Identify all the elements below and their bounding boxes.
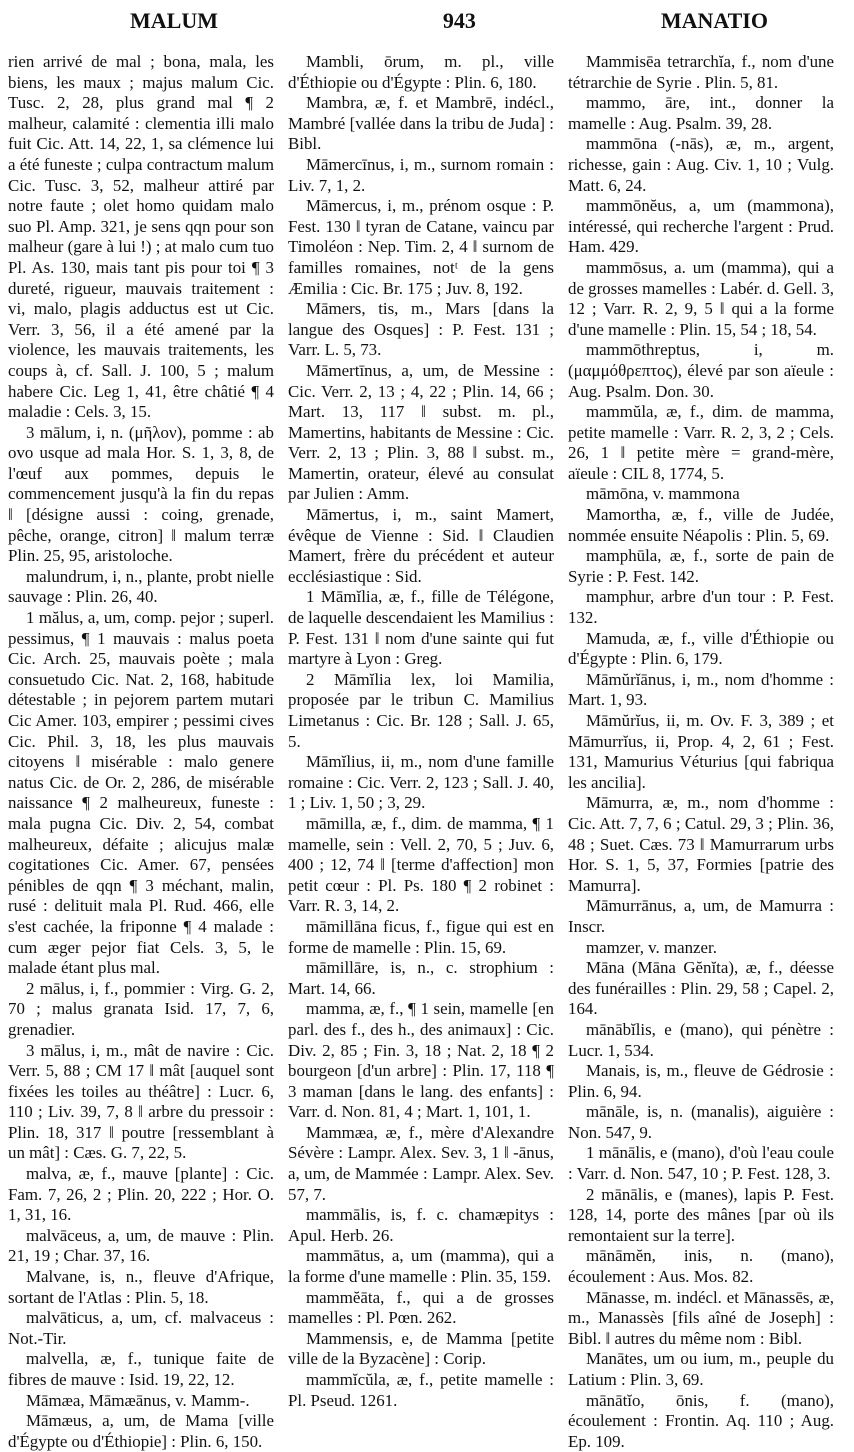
dictionary-entry: Manais, is, m., fleuve de Gédrosie : Plin. 6, 94. [568,1061,834,1101]
dictionary-entry: 2 mālus, i, f., pommier : Virg. G. 2, 70 ; malus granata Isid. 17, 7, 6, grenadier. [8,978,274,1039]
dictionary-entry: malvella, æ, f., tunique faite de fibres de mauve : Isid. 19, 22, 12. [8,1349,274,1389]
dictionary-entry: mamphur, arbre d'un tour : P. Fest. 132. [568,587,834,628]
dictionary-entry: mānāmĕn, inis, n. (mano), écoulement : Aus. Mos. 82. [568,1246,834,1287]
dictionary-entry: Māmers, tis, m., Mars [dans la langue des Osques] : P. Fest. 131 ; Varr. L. 5, 73. [288,299,554,360]
dictionary-entry: rien arrivé de mal ; bona, mala, les biens, les maux ; majus malum Cic. Tusc. 2, 28, plus grand mal ¶ 2 malheur, calamité : clementia illi malo fuit Cic. Att. 14, 22, 1, sa clémence lui a été funeste ; culpa contractum malum Cic. Tusc. 3, 52, malheur attiré par notre faute ; olet homo quidam malo suo Pl. Amp. 321, je sens qqn pour son malheur (gare à lui !) ; at malo cum tuo Pl. As. 130, mais tant pis pour toi ¶ 3 dureté, rigueur, mauvais traitement : vi, malo, plagis adductus est ut Cic. Verr. 3, 56, il a été amené par la violence, les mauvais traitements, les coups à, cf. Sall. J. 100, 5 ; malum habere Cic. Leg 1, 41, être châtié ¶ 4 maladie : Cels. 3, 15. [8,52,274,422]
dictionary-entry: mammōnĕus, a, um (mammona), intéressé, qui recherche l'argent : Prud. Ham. 429. [568,196,834,257]
dictionary-entry: Māmæus, a, um, de Mama [ville d'Égypte ou d'Éthiopie] : Plin. 6, 150. [8,1411,274,1451]
dictionary-entry: Malvane, is, n., fleuve d'Afrique, sortant de l'Atlas : Plin. 5, 18. [8,1267,274,1307]
dictionary-entry: māmilla, æ, f., dim. de mamma, ¶ 1 mamelle, sein : Vell. 2, 70, 5 ; Juv. 6, 400 ; 12, 74 ‖ [terme d'affection] mon petit cœur : Pl. Ps. 180 ¶ 2 robinet : Varr. R. 3, 14, 2. [288,813,554,916]
dictionary-entry: Māmercus, i, m., prénom osque : P. Fest. 130 ‖ tyran de Catane, vaincu par Timoléon : Nep. Tim. 2, 4 ‖ surnom de familles romaines, notᵗ de la gens Æmilia : Cic. Br. 175 ; Juv. 8, 192. [288,196,554,298]
dictionary-entry: mamma, æ, f., ¶ 1 sein, mamelle [en parl. des f., des h., des animaux] : Cic. Div. 2, 85 ; Fin. 3, 18 ; Nat. 2, 18 ¶ 2 bourgeon [d'un arbre] : Plin. 17, 118 ¶ 3 maman [dans le lang. des enfants] : Varr. d. Non. 81, 4 ; Mart. 1, 101, 1. [288,999,554,1122]
dictionary-entry: Māmŭrĭus, ii, m. Ov. F. 3, 389 ; et Māmurrĭus, ii, Prop. 4, 2, 61 ; Fest. 131, Mamurius Véturius [qui fabriqua les ancilia]. [568,711,834,792]
dictionary-entry: mamphūla, æ, f., sorte de pain de Syrie : P. Fest. 142. [568,546,834,586]
dictionary-entry: 3 mālus, i, m., mât de navire : Cic. Verr. 5, 88 ; CM 17 ‖ mât [auquel sont fixées les toiles au théâtre] : Lucr. 6, 110 ; Liv. 39, 7, 8 ‖ arbre du pressoir : Plin. 18, 317 ‖ poutre [ressemblant à un mât] : Cæs. G. 7, 22, 5. [8,1040,274,1163]
dictionary-entry: Māmercīnus, i, m., surnom romain : Liv. 7, 1, 2. [288,154,554,195]
dictionary-entry: Māna (Māna Gĕnĭta), æ, f., déesse des funérailles : Plin. 29, 58 ; Capel. 2, 164. [568,958,834,1019]
dictionary-entry: malva, æ, f., mauve [plante] : Cic. Fam. 7, 26, 2 ; Plin. 20, 222 ; Hor. O. 1, 31, 16. [8,1164,274,1225]
dictionary-entry: 1 Māmĭlia, æ, f., fille de Télégone, de laquelle descendaient les Mamilius : P. Fest. 131 ‖ nom d'une sainte qui fut martyre à Lyon : Greg. [288,587,554,669]
dictionary-entry: malvāticus, a, um, cf. malvaceus : Not.-Tir. [8,1308,274,1348]
dictionary-entry: 1 mălus, a, um, comp. pejor ; superl. pessimus, ¶ 1 mauvais : malus poeta Cic. Arch. 25, mauvais poète ; mala consuetudo Cic. Nat. 2, 168, habitude détestable ; in pejorem partem mutari Cic Amer. 103, empirer ; pessimi cives Cic. Phil. 3, 18, les plus mauvais citoyens ‖ misérable : malo genere natus Cic. de Or. 2, 286, de misérable naissance ¶ 2 malheureux, funeste : mala pugna Cic. Div. 2, 54, combat malheureux, défaite ; alicujus malæ cogitationes Cic. Amer. 67, pensées pénibles de qqn ¶ 3 méchant, malin, rusé : delituit mala Pl. Rud. 466, elle s'est cachée, la friponne ¶ 4 malade : cum æger pejor fiat Cels. 3, 5, le malade étant plus mal. [8,608,274,978]
dictionary-entry: Māmæa, Māmæānus, v. Mamm-. [26,1390,250,1410]
header-left-guide-word: MALUM [130,8,218,33]
dictionary-entry: 3 mālum, i, n. (μῆλον), pomme : ab ovo usque ad mala Hor. S. 1, 3, 8, de l'œuf aux pommes, depuis le commencement jusqu'à la fin du repas ‖ [désigne aussi : coing, grenade, pêche, orange, citron] ‖ malum terræ Plin. 25, 95, aristoloche. [8,422,274,566]
dictionary-entry: Māmurrānus, a, um, de Mamurra : Inscr. [568,896,834,936]
column-middle [288,52,554,1452]
dictionary-entry: mammo, āre, int., donner la mamelle : Aug. Psalm. 39, 28. [568,93,834,133]
dictionary-entry: malvāceus, a, um, de mauve : Plin. 21, 19 ; Char. 37, 16. [8,1225,274,1266]
dictionary-entry: Māmurra, æ, m., nom d'homme : Cic. Att. 7, 7, 6 ; Catul. 29, 3 ; Plin. 36, 48 ; Suet. Cæs. 73 ‖ Mamurrarum urbs Hor. S. 1, 5, 37, Formies [patrie des Mamurra]. [568,793,834,895]
dictionary-entry: māmillāre, is, n., c. strophium : Mart. 14, 66. [288,958,554,998]
dictionary-entry: 1 mānālis, e (mano), d'où l'eau coule : Varr. d. Non. 547, 10 ; P. Fest. 128, 3. [568,1143,834,1184]
dictionary-entry: Mammensis, e, de Mamma [petite ville de la Byzacène] : Corip. [288,1328,554,1369]
dictionary-entry: Mamortha, æ, f., ville de Judée, nommée ensuite Néapolis : Plin. 5, 69. [568,505,834,545]
dictionary-entry: mamzer, v. manzer. [586,937,717,957]
dictionary-entry: 2 Māmĭlia lex, loi Mamilia, proposée par le tribun C. Mamilius Limetanus : Cic. Br. 128 ; Sall. J. 65, 5. [288,669,554,751]
dictionary-entry: mammātus, a, um (mamma), qui a la forme d'une mamelle : Plin. 35, 159. [288,1246,554,1287]
dictionary-entry: Māmertīnus, a, um, de Messine : Cic. Verr. 2, 13 ; 4, 22 ; Plin. 14, 66 ; Mart. 13, 117 ‖ subst. m. pl., Mamertins, habitants de Messine : Cic. Verr. 2, 13 ; Plin. 3, 88 ‖ subst. m., Mamertin, orateur, élevé au consulat par Julien : Amm. [288,360,554,504]
dictionary-entry: malundrum, i, n., plante, probt nielle sauvage : Plin. 26, 40. [8,566,274,607]
dictionary-entry: Māmŭrĭānus, i, m., nom d'homme : Mart. 1, 93. [568,669,834,710]
dictionary-entry: Mambra, æ, f. et Mambrē, indécl., Mambré [vallée dans la tribu de Juda] : Bibl. [288,93,554,154]
dictionary-entry: māmillāna ficus, f., figue qui est en forme de mamelle : Plin. 15, 69. [288,916,554,957]
dictionary-entry: Mambli, ōrum, m. pl., ville d'Éthiopie ou d'Égypte : Plin. 6, 180. [288,52,554,92]
page-number: 943 [442,8,476,33]
dictionary-entry: Mānasse, m. indécl. et Mānassēs, æ, m., Manassès [fils aîné de Joseph] : Bibl. ‖ autres du même nom : Bibl. [568,1287,834,1348]
dictionary-entry: Manātes, um ou ium, m., peuple du Latium : Plin. 3, 69. [568,1349,834,1389]
dictionary-entry: mammālis, is, f. c. chamæpitys : Apul. Herb. 26. [288,1205,554,1245]
dictionary-entry: Māmertus, i, m., saint Mamert, évêque de Vienne : Sid. ‖ Claudien Mamert, frère du précédent et auteur ecclésiastique : Sid. [288,505,554,586]
dictionary-entry: mānātĭo, ōnis, f. (mano), écoulement : Frontin. Aq. 110 ; Aug. Ep. 109. [568,1390,834,1451]
header-right-guide-word: MANATIO [660,8,768,33]
column-right [568,52,834,1452]
dictionary-entry: mammōna (-nās), æ, m., argent, richesse, gain : Aug. Civ. 1, 10 ; Vulg. Matt. 6, 24. [568,134,834,195]
dictionary-entry: māmōna, v. mammona [586,484,740,504]
dictionary-entry: 2 mānālis, e (manes), lapis P. Fest. 128, 14, porte des mânes [par où ils remontaient sur la terre]. [568,1184,834,1245]
page-header [8,8,846,52]
dictionary-entry: mānāle, is, n. (manalis), aiguière : Non. 547, 9. [568,1102,834,1142]
column-left [8,52,274,1452]
dictionary-entry: mammĭcŭla, æ, f., petite mamelle : Pl. Pseud. 1261. [288,1370,554,1410]
dictionary-entry: mānābĭlis, e (mano), qui pénètre : Lucr. 1, 534. [568,1019,834,1060]
dictionary-entry: mammōthreptus, i, m. (μαμμόθρεπτος), élevé par son aïeule : Aug. Psalm. Don. 30. [568,340,834,401]
dictionary-entry: Mammæa, æ, f., mère d'Alexandre Sévère : Lampr. Alex. Sev. 3, 1 ‖ -ānus, a, um, de Mammée : Lampr. Alex. Sev. 57, 7. [288,1122,554,1204]
dictionary-entry: mammŭla, æ, f., dim. de mamma, petite mamelle : Varr. R. 2, 3, 2 ; Cels. 26, 1 ‖ petite mère = grand-mère, aïeule : CIL 8, 1774, 5. [568,402,834,483]
dictionary-entry: Māmĭlius, ii, m., nom d'une famille romaine : Cic. Verr. 2, 123 ; Sall. J. 40, 1 ; Liv. 1, 50 ; 3, 29. [288,752,554,813]
dictionary-entry: Mammisēa tetrarchĭa, f., nom d'une tétrarchie de Syrie . Plin. 5, 81. [568,52,834,92]
dictionary-entry: mammōsus, a. um (mamma), qui a de grosses mamelles : Labér. d. Gell. 3, 12 ; Varr. R. 2, 9, 5 ‖ qui a la forme d'une mamelle : Plin. 15, 54 ; 18, 54. [568,257,834,339]
dictionary-entry: Mamuda, æ, f., ville d'Éthiopie ou d'Égypte : Plin. 6, 179. [568,628,834,669]
dictionary-entry: mammĕāta, f., qui a de grosses mamelles : Pl. Pœn. 262. [288,1287,554,1328]
entry-columns [8,52,846,1452]
